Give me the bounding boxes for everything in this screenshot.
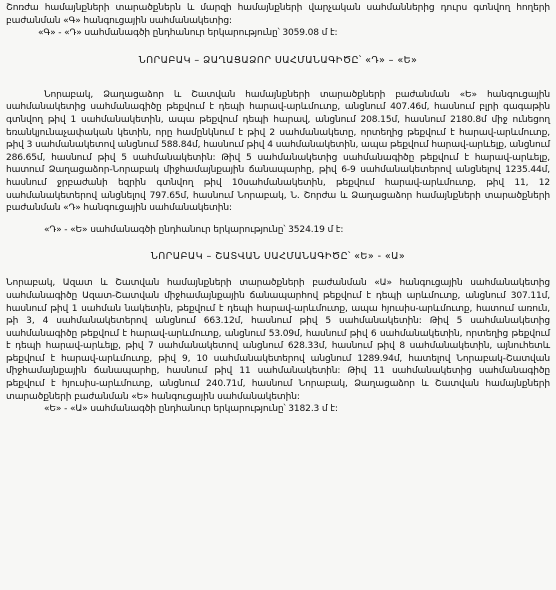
section-body-d-e: Նորաբակ, Ձաղացաձոր և Շատվան համայնքների տարածքների բաժանման «Ե» հանգուցային սահմանակետից սահմանագիծը թեքվում է դեպի հարավ-արևմուտք, անցնում 407.46մ, հասնում բլրի գագաթին գտնվող թիվ 1 սահմանակետին, ապա թեքվում դեպի հարավ, անցնում 208.15մ, հասնում 2180.8մ միջ ունեցող եռանկյունաչափական կետին, որը համընկնում է թիվ 2 սահմանակետը, որտեղից թեքվում է հարավ-արևմուտք, թիվ 3 սահմանակետով անցնում 588.84մ, հասնում թիվ 4 սահմանակետին, ապա թեքվում հարավ-արևելք, անցնում 286.65մ, հասնում թիվ 5 սահմանակետին: Թիվ 5 սահմանակետից սահմանագիծը թեքվում է հարավ-արևելք, հատում Ձաղացաձոր-Նորաբակ միջհամայնքային ճանապարհը, թիվ 6-9 սահմանակետերով անցնելով 1235.44մ, հասնում ջրբաժանի եզրին գտնվող թիվ 10սահմանակետին, թեքվում հարավ-արևմուտք, թիվ 11, 12 սահմանակետերով անցնելով 797.65մ, հասնում Նորաբակ, Ն. Շորժա և Ձաղացաձոր համայնքների տարածքների բաժանման «Դ» հանգուցային սահմանակետին: xyxy=(6,89,550,214)
intro-paragraph: Շոռժա համայնքների տարածքներն և մարզի համայնքների վարչական սահմաններից դուրս գտնվող հողերի բաժանման «Գ» հանգուցային սահմանակետից: xyxy=(6,3,550,26)
g-d-total-length: «Գ» - «Դ» սահմանագծի ընդհանուր երկարությունը՝ 3059.08 մ է: xyxy=(38,28,338,39)
section-heading-d-e: ՆՈՐԱԲԱԿ – ՁԱՂԱՑԱՁՈՐ ՍԱՀՄԱՆԱԳԻԾԸ՝ «Դ» – «Ե» xyxy=(138,54,418,66)
section-body-e-a: Նորաբակ, Ազատ և Շատվան համայնքների տարածքների բաժանման «Ա» հանգուցային սահմանակետից սահմանագիծը Ազատ-Շատվան միջհամայնքային ճանապարհով թեքվում է դեպի արևմուտք, անցնում 307.11մ, հասնում թիվ 1 սահման նակետին, թեքվում է դեպի հարավ-արևմուտք, ապա հյուսիս-արևմուտք, հատում առուն, թի 3, 4 սահմանակետերով անցնում 663.12մ, հասնում թիվ 5 սահմանակետին: Թիվ 5 սահմանակետից սահմանագիծը թեքվում է հարավ-արևմուտք, անցնում 53.09մ, հասնում թիվ 6 սահմանակետին, որտեղից թեքվում է դեպի հարավ-արևելք, թիվ 7 սահմանակետով անցնում 628.33մ, հասնում թիվ 8 սահմանակետին, այնուհետև թեքվում է հարավ-արևմուտք, թիվ 9, 10 սահմանակետերով անցնում 1289.94մ, հատելով Նորաբակ-Շատվան միջհամայնքային ճանապարհը, հասնում թիվ 11 սահմանակետին: Թիվ 11 սահմանակետից սահմանագիծը թեքվում է հյուսիս-արևմուտք, անցնում 240.71մ, հասնում Նորաբակ, Ձաղացաձոր և Շատվան համայնքների տարածքների բաժանման «Ե» հանգուցային սահմանակետին: xyxy=(6,278,550,402)
d-e-total-length: «Դ» - «Ե» սահմանագծի ընդհանուր երկարությունը՝ 3524.19 մ է: xyxy=(44,224,344,235)
section-heading-e-a: ՆՈՐԱԲԱԿ – ՇԱՏՎԱՆ ՍԱՀՄԱՆԱԳԻԾԸ՝ «Ե» - «Ա» xyxy=(150,251,406,263)
e-a-total-length: «Ե» - «Ա» սահմանագծի ընդհանուր երկարությունը՝ 3182.3 մ է: xyxy=(44,404,338,415)
